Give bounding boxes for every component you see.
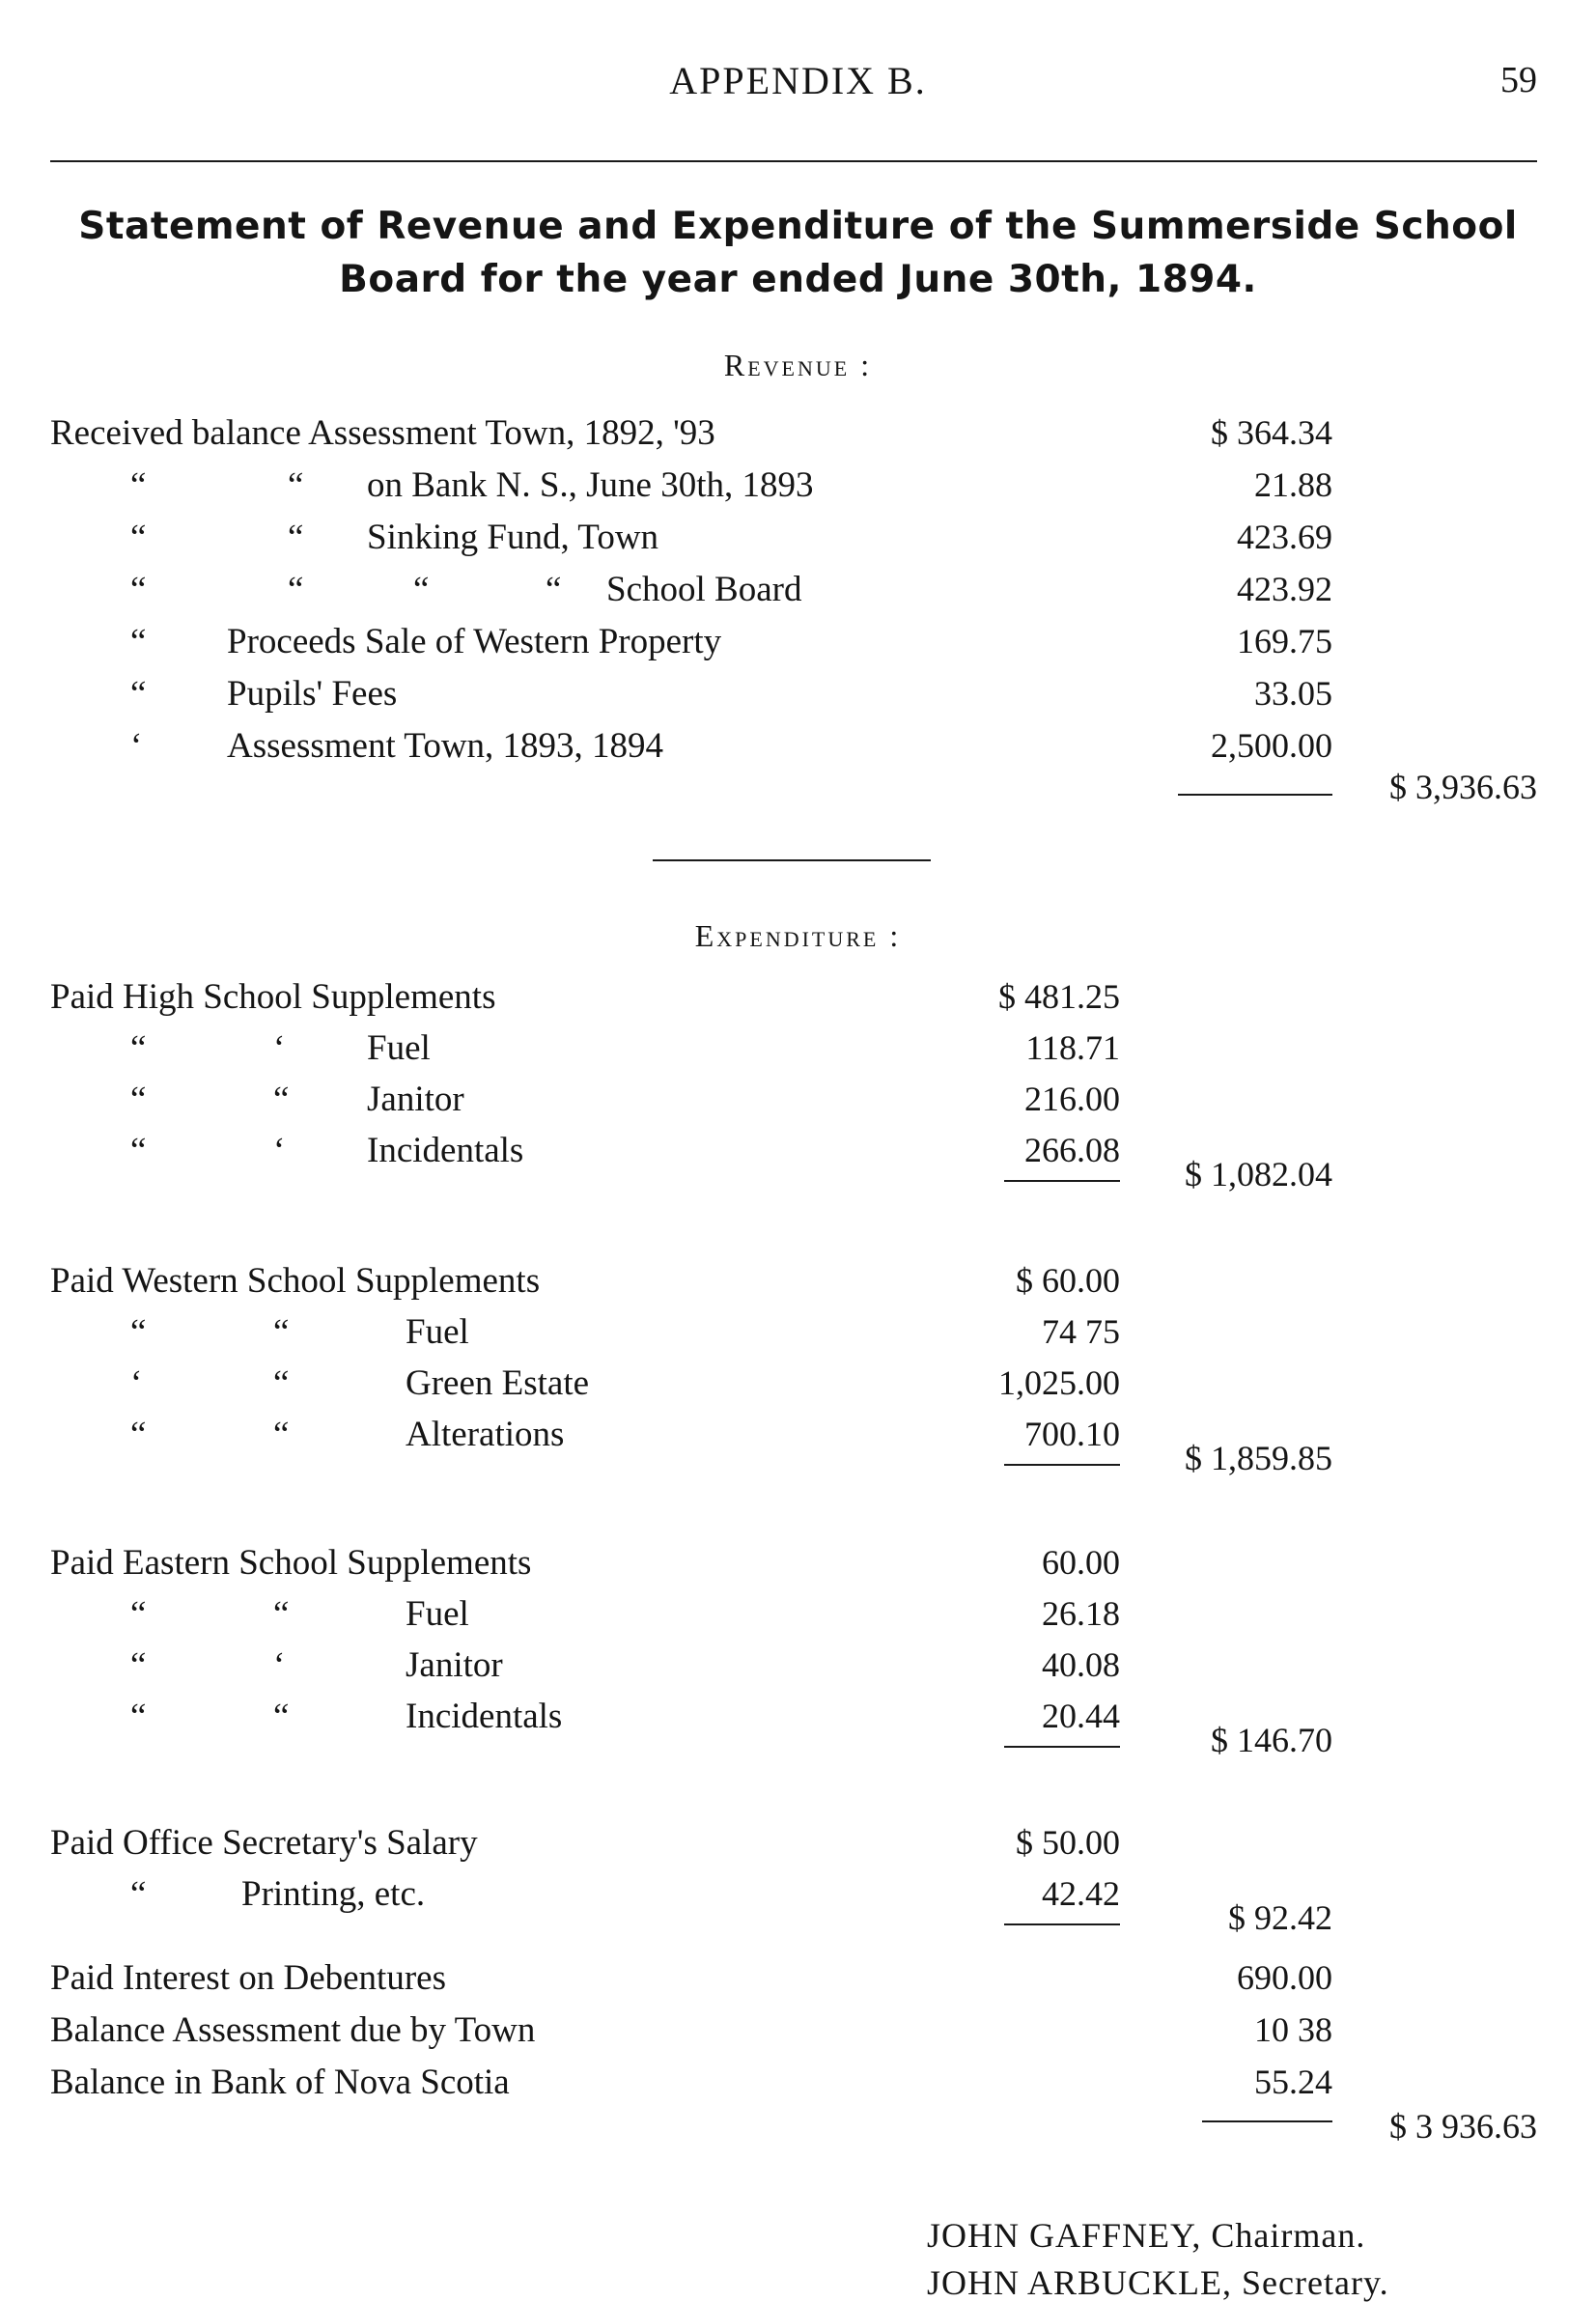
- expenditure-item-label: Paid Interest on Debentures: [50, 1958, 446, 1998]
- section-divider: [653, 859, 931, 861]
- ditto-mark: “: [130, 1874, 147, 1914]
- expenditure-item-label: Incidentals: [367, 1131, 524, 1170]
- ditto-mark: “: [273, 1080, 290, 1119]
- statement-title-line1: Statement of Revenue and Expenditure of the Summerside School: [78, 205, 1518, 248]
- subtotal-rule: [1004, 1923, 1120, 1925]
- expenditure-item-amount: 20.44: [1042, 1697, 1120, 1735]
- ditto-mark: “: [130, 1415, 147, 1454]
- expenditure-item-label: Fuel: [406, 1594, 469, 1634]
- subtotal-rule: [1004, 1746, 1120, 1748]
- ditto-mark: “: [273, 1363, 290, 1403]
- appendix-title: APPENDIX B.: [669, 59, 927, 102]
- expenditure-item-amount: 690.00: [1237, 1958, 1332, 1997]
- expenditure-item-label: Janitor: [367, 1080, 464, 1119]
- revenue-item-label: on Bank N. S., June 30th, 1893: [367, 465, 814, 505]
- revenue-total: $ 3,936.63: [1389, 768, 1537, 806]
- revenue-item-label: Proceeds Sale of Western Property: [227, 622, 722, 661]
- ditto-mark: “: [273, 1415, 290, 1454]
- expenditure-item-amount: 118.71: [1025, 1028, 1120, 1067]
- expenditure-item-label: Green Estate: [406, 1363, 590, 1403]
- ditto-mark: “: [130, 1645, 147, 1685]
- ditto-mark: “: [546, 570, 562, 609]
- ditto-mark: “: [130, 1028, 147, 1068]
- expenditure-item-amount: 266.08: [1024, 1131, 1120, 1169]
- statement-title-line2: Board for the year ended June 30th, 1894.: [339, 258, 1257, 301]
- expenditure-item-amount: $ 481.25: [998, 977, 1120, 1016]
- revenue-item-label: Pupils' Fees: [227, 674, 398, 714]
- ditto-mark: “: [273, 1697, 290, 1736]
- ditto-mark: “: [130, 570, 147, 609]
- ditto-mark: “: [413, 570, 430, 609]
- revenue-item-amount: 423.69: [1237, 518, 1332, 556]
- ditto-mark: “: [130, 1080, 147, 1119]
- expenditure-item-label: Paid Office Secretary's Salary: [50, 1823, 478, 1863]
- ditto-mark: “: [130, 465, 147, 505]
- expenditure-item-amount: 26.18: [1042, 1594, 1120, 1633]
- revenue-item-amount: 2,500.00: [1211, 726, 1332, 765]
- expenditure-item-label: Balance Assessment due by Town: [50, 2010, 536, 2050]
- revenue-heading: Revenue :: [723, 348, 873, 382]
- expenditure-item-amount: 700.10: [1024, 1415, 1120, 1453]
- expenditure-item-amount: 60.00: [1042, 1543, 1120, 1582]
- expenditure-item-label: Alterations: [406, 1415, 565, 1454]
- expenditure-item-label: Printing, etc.: [241, 1874, 426, 1914]
- signature-chairman: JOHN GAFFNEY, Chairman.: [927, 2216, 1366, 2255]
- signature-secretary: JOHN ARBUCKLE, Secretary.: [927, 2263, 1389, 2302]
- ditto-mark: “: [130, 1697, 147, 1736]
- revenue-item-amount: $ 364.34: [1211, 413, 1332, 452]
- ditto-mark: “: [130, 1131, 147, 1170]
- ditto-mark: “: [288, 570, 304, 609]
- revenue-item-amount: 169.75: [1237, 622, 1332, 660]
- expenditure-item-amount: 55.24: [1254, 2063, 1332, 2101]
- revenue-item-amount: 21.88: [1254, 465, 1332, 504]
- group-subtotal: $ 1,859.85: [1185, 1439, 1332, 1477]
- expenditure-item-label: Janitor: [406, 1645, 503, 1685]
- expenditure-total-rule: [1202, 2120, 1332, 2122]
- revenue-item-amount: 33.05: [1254, 674, 1332, 713]
- expenditure-item-amount: 40.08: [1042, 1645, 1120, 1684]
- page-number: 59: [1500, 60, 1537, 100]
- ditto-mark: “: [130, 518, 147, 557]
- expenditure-item-amount: $ 50.00: [1016, 1823, 1120, 1862]
- revenue-total-rule: [1178, 794, 1332, 796]
- subtotal-rule: [1004, 1180, 1120, 1182]
- expenditure-item-amount: 42.42: [1042, 1874, 1120, 1913]
- group-subtotal: $ 1,082.04: [1185, 1155, 1332, 1193]
- expenditure-item-amount: 1,025.00: [998, 1363, 1120, 1402]
- ditto-mark: “: [273, 1594, 290, 1634]
- expenditure-item-label: Paid Western School Supplements: [50, 1261, 541, 1301]
- ditto-mark: “: [288, 518, 304, 557]
- expenditure-item-label: Fuel: [367, 1028, 431, 1068]
- expenditure-heading: Expenditure :: [694, 918, 902, 953]
- ditto-mark: “: [130, 1594, 147, 1634]
- expenditure-item-label: Balance in Bank of Nova Scotia: [50, 2063, 510, 2102]
- revenue-item-label: School Board: [606, 570, 802, 609]
- expenditure-item-amount: 74 75: [1042, 1312, 1120, 1351]
- expenditure-item-amount: 10 38: [1254, 2010, 1332, 2049]
- group-subtotal: $ 92.42: [1228, 1898, 1332, 1937]
- revenue-item-label: Sinking Fund, Town: [367, 518, 659, 557]
- expenditure-item-label: Paid High School Supplements: [50, 977, 496, 1017]
- ditto-mark: ‘: [273, 1028, 286, 1068]
- ditto-mark: “: [273, 1312, 290, 1352]
- subtotal-rule: [1004, 1464, 1120, 1466]
- expenditure-item-label: Incidentals: [406, 1697, 563, 1736]
- revenue-item-amount: 423.92: [1237, 570, 1332, 608]
- expenditure-total: $ 3 936.63: [1389, 2107, 1537, 2146]
- expenditure-item-amount: $ 60.00: [1016, 1261, 1120, 1300]
- ditto-mark: ‘: [130, 1363, 143, 1403]
- expenditure-item-label: Paid Eastern School Supplements: [50, 1543, 532, 1583]
- ditto-mark: ‘: [273, 1131, 286, 1170]
- revenue-item-label: Assessment Town, 1893, 1894: [227, 726, 664, 766]
- ditto-mark: ‘: [273, 1645, 286, 1685]
- ditto-mark: “: [130, 622, 147, 661]
- group-subtotal: $ 146.70: [1211, 1721, 1332, 1759]
- expenditure-item-label: Fuel: [406, 1312, 469, 1352]
- ditto-mark: ‘: [130, 726, 143, 766]
- revenue-item-label: Received balance Assessment Town, 1892, '93: [50, 413, 715, 453]
- ditto-mark: “: [130, 1312, 147, 1352]
- ditto-mark: “: [130, 674, 147, 714]
- header-rule: [50, 160, 1537, 162]
- ditto-mark: “: [288, 465, 304, 505]
- expenditure-item-amount: 216.00: [1024, 1080, 1120, 1118]
